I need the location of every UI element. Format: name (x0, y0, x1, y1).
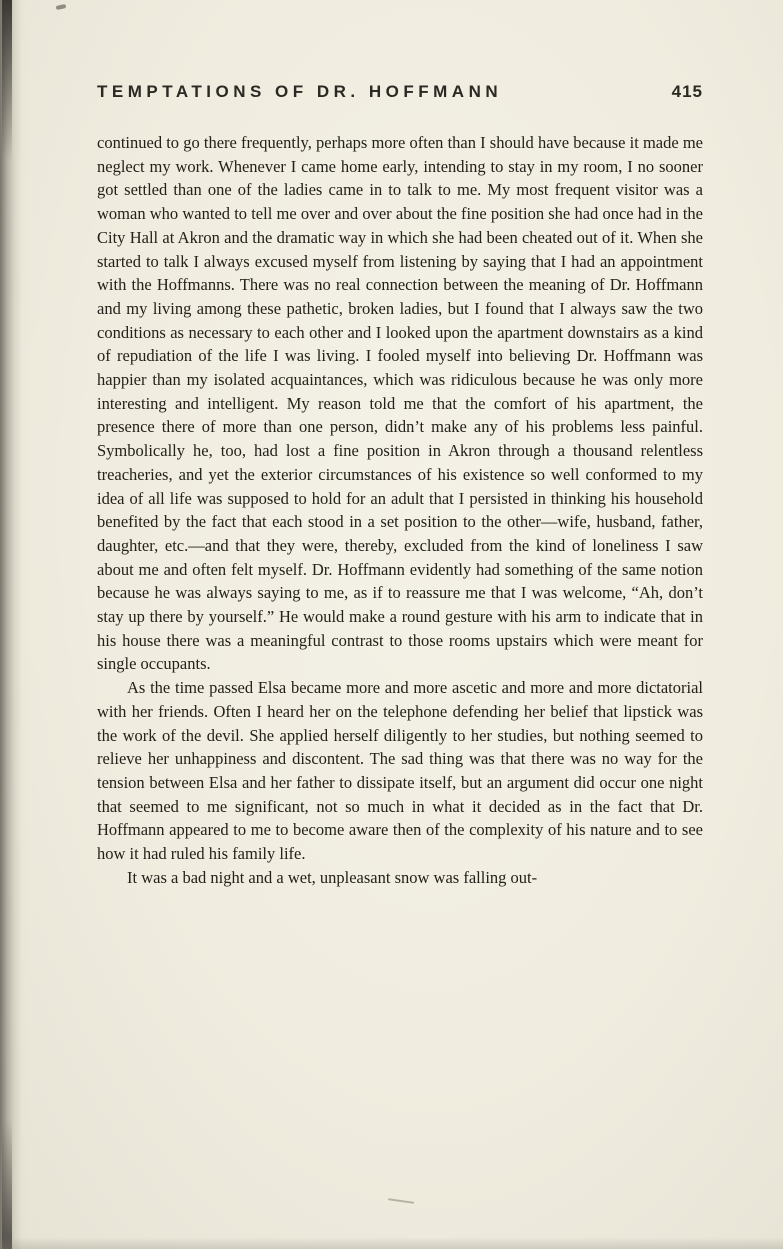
scan-binding-edge (0, 0, 30, 1249)
scan-artifact (56, 4, 67, 10)
running-header (97, 82, 703, 102)
paragraph: As the time passed Elsa became more and more ascetic and more and more dictatorial with her friends. Often I heard her on the telephone defending her belief that lipstick was the work of the devil. She applied herself diligently to her studies, but nothing seemed to relieve her unhappiness and discontent. The sad thing was that there was no way for the tension between Elsa and her father to dissipate itself, but an argument did occur one night that seemed to me significant, not so much in what it decided as in the fact that Dr. Hoffmann appeared to me to become aware then of the complexity of his nature and to see how it had ruled his family life. (97, 678, 703, 864)
scan-page-edge (0, 1237, 783, 1249)
paragraph: It was a bad night and a wet, unpleasant snow was falling out- (127, 867, 538, 887)
paragraph: continued to go there frequently, perhaps more often than I should have because it made me neglect my work. Whenever I came home early, intending to stay in my room, I no sooner got settled than one of the ladies came in to talk to me. My most frequent visitor was a woman who wanted to tell me over and over about the fine position she had once had in the City Hall at Akron and the dramatic way in which she had been cheated out of it. When she started to talk I always excused myself from listening by saying that I had an appointment with the Hoffmanns. There was no real connection between the meaning of Dr. Hoffmann and my living among these pathetic, broken ladies, but I found that I always saw the two conditions as necessary to each other and I looked upon the apartment downstairs as a kind of repudiation of the life I was living. I fooled myself into believing Dr. Hoffmann was happier than my isolated acquaintances, which was ridiculous because he was only more interesting and intelligent. My reason told me that the comfort of his apartment, the presence there of more than one person, didn’t make any of his problems less painful. Symbolically he, too, had lost a fine position in Akron through a thousand relentless treacheries, and yet the exterior circumstances of his existence so well conformed to my idea of all life was supposed to hold for an adult that I persisted in thinking his household benefited by the fact that each stood in a set position to the other—wife, husband, father, daughter, etc.—and that they were, thereby, excluded from the kind of loneliness I saw about me and often felt myself. Dr. Hoffmann evidently had something of the same notion because he was always saying to me, as if to reassure me that I was welcome, “Ah, don’t stay up there by yourself.” He would make a round gesture with his arm to indicate that in his house there was a meaningful contrast to those rooms upstairs which were meant for single occupants. (97, 133, 703, 674)
chapter-title: TEMPTATIONS OF DR. HOFFMANN (97, 82, 503, 101)
page-body-text (97, 131, 703, 890)
scan-artifact (388, 1198, 414, 1204)
page-number: 415 (671, 82, 703, 101)
